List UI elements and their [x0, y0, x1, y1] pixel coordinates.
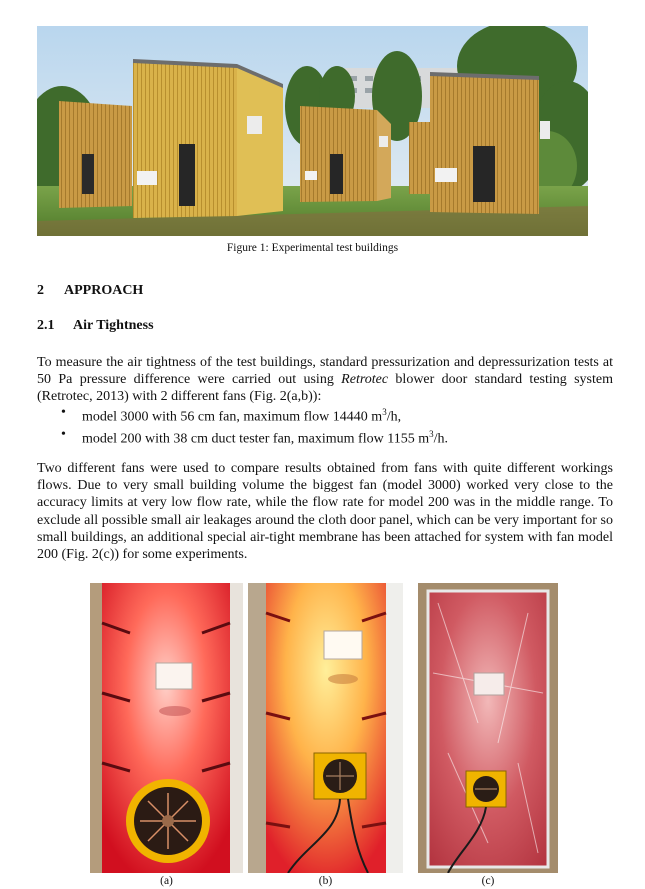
figure-blower-door-model-200-photo: [248, 583, 403, 873]
section-heading: [37, 283, 143, 299]
subsection-number: 2.1: [37, 318, 55, 333]
paragraph-fan-comparison: Two different fans were used to compare results obtained from fans with quite different workings flows. Due to very small building volume the biggest fan (model 3000) worked very close to the accuracy limits at very low flow rate, while the flow rate for model 200 was in the middle range. To exclude all possible small air leakages around the cloth door panel, which can be very important for so small buildings, an additional special air-tight membrane has been attached for system with fan model 200 (Fig. 2(c)) for some experiments.: [37, 461, 613, 563]
figure-blower-door-model-3000-photo: [90, 583, 243, 873]
paragraph-text: blower door standard testing system (Retrotec, 2013) with 2 different fans (Fig. 2(a,b)):: [37, 372, 613, 405]
section-number: 2: [37, 283, 44, 298]
figure-blower-door-membrane-photo: [418, 583, 558, 873]
fan-models-list: [57, 404, 448, 448]
subsection-title: Air Tightness: [73, 318, 154, 333]
figure-1-caption: Figure 1: Experimental test buildings: [226, 242, 399, 254]
paragraph-text: To measure the air tightness of the test buildings, standard pressurization and depressurization tests at 50 Pa pressure difference were carried out using: [37, 355, 613, 388]
brand-name-retrotec: Retrotec: [341, 372, 389, 388]
subsection-heading: [37, 318, 154, 334]
figure-2b-label: (b): [318, 875, 333, 887]
section-title: APPROACH: [64, 283, 144, 298]
list-item: • model 200 with 38 cm duct tester fan, maximum flow 1155 $m^3/h$.: [57, 426, 448, 448]
figure-test-buildings-photo: [37, 26, 588, 236]
list-item: • model 3000 with 56 cm fan, maximum flow 14440 $m^3/h$,: [57, 404, 448, 426]
figure-2a-label: (a): [160, 875, 173, 887]
paragraph-air-tightness-intro: [37, 354, 613, 406]
figure-2c-label: (c): [481, 875, 495, 887]
